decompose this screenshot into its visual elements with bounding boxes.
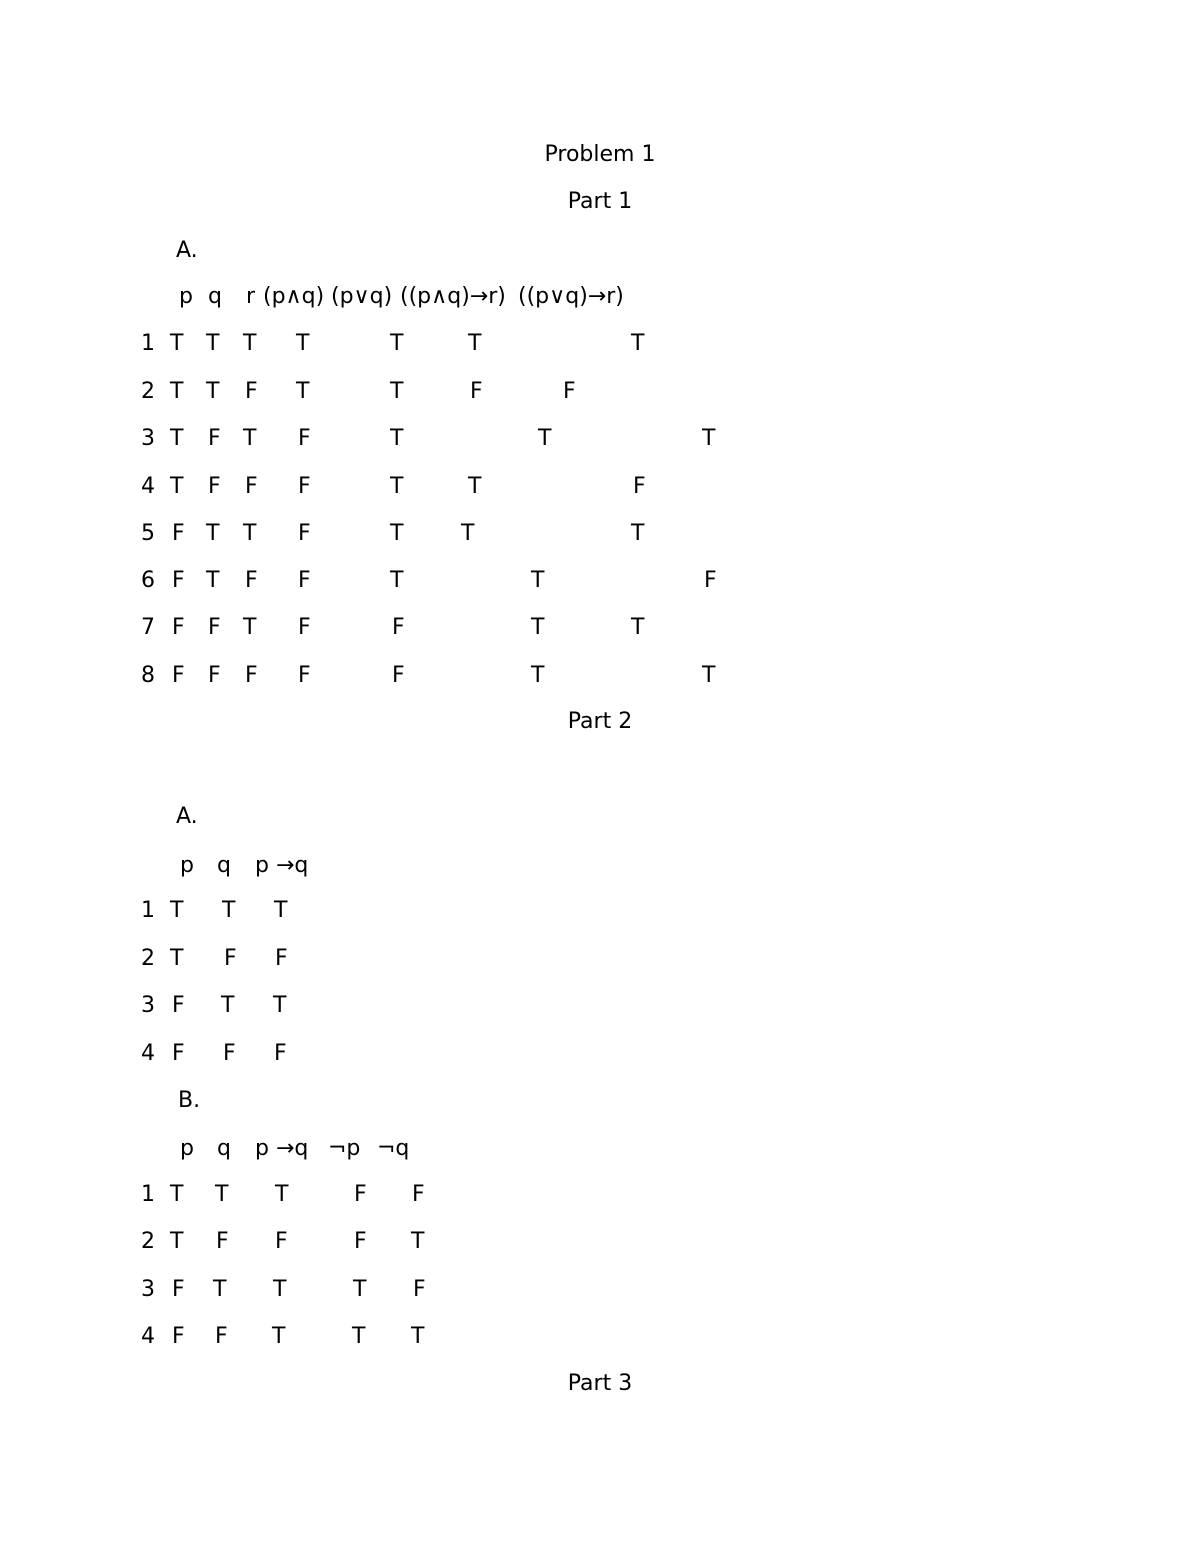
part1-heading: Part 1 [567, 189, 633, 214]
table-cell: T [352, 1324, 366, 1349]
table-cell: T [390, 426, 404, 451]
row-number: 3 [141, 1277, 155, 1302]
table-cell: T [411, 1324, 425, 1349]
table-cell: T [272, 1324, 286, 1349]
table-cell: F [172, 663, 185, 688]
column-header: ¬p [328, 1136, 361, 1161]
table-cell: T [170, 474, 184, 499]
row-number: 1 [141, 898, 155, 923]
table-cell: T [353, 1277, 367, 1302]
table-cell: F [172, 521, 185, 546]
row-number: 3 [141, 993, 155, 1018]
table-cell: T [296, 379, 310, 404]
table-cell: F [470, 379, 483, 404]
column-header: ((p∧q)→r) [400, 284, 506, 309]
part2-section-b-label: B. [178, 1088, 201, 1113]
table-cell: T [538, 426, 552, 451]
table-cell: T [531, 568, 545, 593]
row-number: 2 [141, 379, 155, 404]
table-cell: F [275, 946, 288, 971]
table-cell: T [243, 521, 257, 546]
table-cell: T [274, 898, 288, 923]
table-cell: F [275, 1229, 288, 1254]
table-cell: T [390, 379, 404, 404]
column-header: p [180, 853, 194, 878]
part2-heading: Part 2 [567, 709, 633, 734]
table-cell: T [702, 663, 716, 688]
table-cell: F [245, 379, 258, 404]
table-cell: F [563, 379, 576, 404]
row-number: 4 [141, 474, 155, 499]
row-number: 2 [141, 1229, 155, 1254]
table-cell: F [274, 1041, 287, 1066]
table-cell: F [298, 615, 311, 640]
table-cell: F [223, 1041, 236, 1066]
table-cell: F [208, 615, 221, 640]
table-cell: T [702, 426, 716, 451]
row-number: 5 [141, 521, 155, 546]
table-cell: T [631, 521, 645, 546]
table-cell: F [216, 1229, 229, 1254]
column-header: q [217, 853, 231, 878]
table-cell: F [298, 568, 311, 593]
column-header: ¬q [377, 1136, 410, 1161]
table-cell: T [275, 1182, 289, 1207]
table-cell: T [390, 331, 404, 356]
table-cell: F [172, 1277, 185, 1302]
table-cell: F [354, 1182, 367, 1207]
table-cell: F [215, 1324, 228, 1349]
column-header: (p∨q) [331, 284, 393, 309]
table-cell: T [390, 474, 404, 499]
table-cell: T [296, 331, 310, 356]
column-header: ((p∨q)→r) [518, 284, 624, 309]
table-cell: T [213, 1277, 227, 1302]
part1-section-a-label: A. [176, 238, 198, 263]
table-cell: T [531, 663, 545, 688]
table-cell: T [206, 568, 220, 593]
table-cell: T [531, 615, 545, 640]
table-cell: T [468, 474, 482, 499]
table-cell: T [273, 1277, 287, 1302]
part3-heading: Part 3 [567, 1371, 633, 1396]
table-cell: F [392, 663, 405, 688]
table-cell: T [461, 521, 475, 546]
column-header: r [246, 284, 256, 309]
row-number: 4 [141, 1041, 155, 1066]
table-cell: T [206, 521, 220, 546]
table-cell: T [206, 379, 220, 404]
row-number: 1 [141, 1182, 155, 1207]
table-cell: F [208, 474, 221, 499]
table-cell: F [354, 1229, 367, 1254]
table-cell: F [298, 663, 311, 688]
table-cell: T [631, 331, 645, 356]
table-cell: F [298, 426, 311, 451]
table-cell: F [172, 615, 185, 640]
table-cell: F [245, 663, 258, 688]
table-cell: T [243, 331, 257, 356]
table-cell: F [172, 568, 185, 593]
column-header: p [180, 1136, 194, 1161]
table-cell: F [392, 615, 405, 640]
table-cell: T [170, 426, 184, 451]
table-cell: T [221, 993, 235, 1018]
table-cell: T [390, 568, 404, 593]
part2-section-a-label: A. [176, 804, 198, 829]
table-cell: T [170, 331, 184, 356]
row-number: 6 [141, 568, 155, 593]
column-header: q [208, 284, 222, 309]
table-cell: F [208, 663, 221, 688]
table-cell: F [298, 521, 311, 546]
table-cell: T [468, 331, 482, 356]
row-number: 8 [141, 663, 155, 688]
table-cell: T [170, 379, 184, 404]
table-cell: F [413, 1277, 426, 1302]
table-cell: T [170, 898, 184, 923]
table-cell: F [633, 474, 646, 499]
row-number: 4 [141, 1324, 155, 1349]
table-cell: T [390, 521, 404, 546]
table-cell: T [222, 898, 236, 923]
table-cell: T [170, 946, 184, 971]
table-cell: F [245, 568, 258, 593]
row-number: 2 [141, 946, 155, 971]
column-header: p →q [255, 853, 309, 878]
table-cell: T [215, 1182, 229, 1207]
table-cell: T [243, 615, 257, 640]
table-cell: T [170, 1229, 184, 1254]
table-cell: T [631, 615, 645, 640]
table-cell: T [243, 426, 257, 451]
row-number: 3 [141, 426, 155, 451]
row-number: 7 [141, 615, 155, 640]
column-header: (p∧q) [263, 284, 325, 309]
row-number: 1 [141, 331, 155, 356]
table-cell: F [172, 1324, 185, 1349]
table-cell: F [224, 946, 237, 971]
table-cell: F [172, 1041, 185, 1066]
table-cell: F [412, 1182, 425, 1207]
table-cell: F [704, 568, 717, 593]
column-header: p →q [255, 1136, 309, 1161]
column-header: p [179, 284, 193, 309]
table-cell: F [208, 426, 221, 451]
page-title: Problem 1 [544, 142, 656, 167]
table-cell: F [245, 474, 258, 499]
table-cell: T [273, 993, 287, 1018]
table-cell: T [170, 1182, 184, 1207]
column-header: q [217, 1136, 231, 1161]
table-cell: F [298, 474, 311, 499]
table-cell: T [206, 331, 220, 356]
table-cell: T [411, 1229, 425, 1254]
table-cell: F [172, 993, 185, 1018]
